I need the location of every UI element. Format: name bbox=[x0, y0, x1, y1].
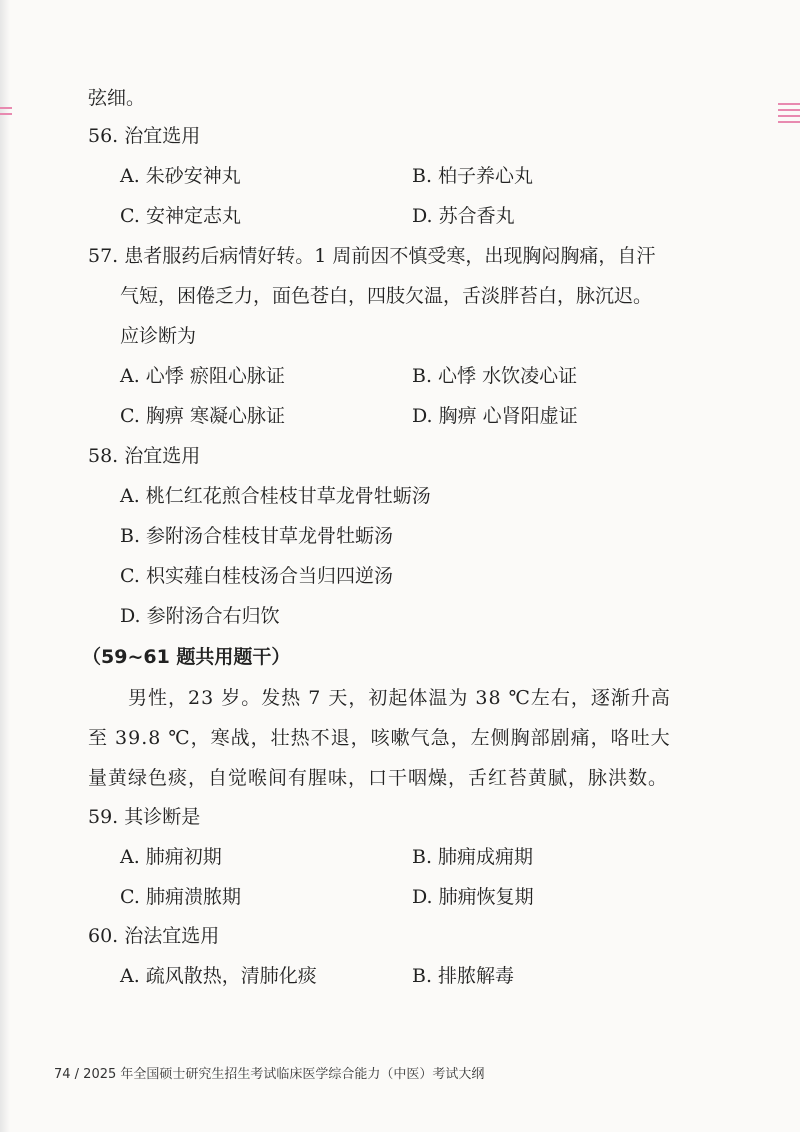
question-57-stem-line-3: 应诊断为 bbox=[120, 325, 197, 347]
scan-edge-shadow bbox=[0, 0, 10, 1132]
question-57-stem-line-1: 57. 患者服药后病情好转。1 周前因不慎受寒，出现胸闷胸痛，自汗 bbox=[88, 245, 656, 267]
left-edge-mark bbox=[0, 107, 12, 109]
question-57-option-a: A. 心悸 瘀阻心脉证 bbox=[120, 365, 285, 387]
question-59-stem: 59. 其诊断是 bbox=[88, 806, 201, 828]
question-57-option-c: C. 胸痹 寒凝心脉证 bbox=[120, 405, 285, 427]
question-57-stem-line-2: 气短，困倦乏力，面色苍白，四肢欠温，舌淡胖苔白，脉沉迟。 bbox=[120, 285, 653, 307]
right-edge-mark bbox=[778, 121, 800, 123]
case-line-3: 量黄绿色痰，自觉喉间有腥味，口干咽燥，舌红苔黄腻，脉洪数。 bbox=[88, 767, 669, 789]
question-59-option-a: A. 肺痈初期 bbox=[120, 846, 222, 868]
question-56-option-b: B. 柏子养心丸 bbox=[412, 165, 534, 187]
right-edge-mark bbox=[778, 103, 800, 105]
question-58-option-c: C. 枳实薤白桂枝汤合当归四逆汤 bbox=[120, 565, 393, 587]
question-58-stem: 58. 治宜选用 bbox=[88, 445, 201, 467]
right-edge-mark bbox=[778, 115, 800, 117]
question-60-option-b: B. 排脓解毒 bbox=[412, 965, 515, 987]
case-line-2: 至 39.8 ℃，寒战，壮热不退，咳嗽气急，左侧胸部剧痛，咯吐大 bbox=[88, 727, 671, 749]
question-58-option-d: D. 参附汤合右归饮 bbox=[120, 605, 280, 627]
section-title: （59~61 题共用题干） bbox=[82, 646, 291, 668]
question-56-option-a: A. 朱砂安神丸 bbox=[120, 165, 241, 187]
question-58-option-a: A. 桃仁红花煎合桂枝甘草龙骨牡蛎汤 bbox=[120, 485, 431, 507]
question-59-option-b: B. 肺痈成痈期 bbox=[412, 846, 534, 868]
question-60-stem: 60. 治法宜选用 bbox=[88, 925, 220, 947]
right-edge-mark bbox=[778, 109, 800, 111]
case-line-1: 男性，23 岁。发热 7 天，初起体温为 38 ℃左右，逐渐升高 bbox=[128, 687, 671, 709]
left-edge-mark bbox=[0, 113, 12, 115]
question-57-option-d: D. 胸痹 心肾阳虚证 bbox=[412, 405, 578, 427]
question-60-option-a: A. 疏风散热，清肺化痰 bbox=[120, 965, 317, 987]
question-59-option-c: C. 肺痈溃脓期 bbox=[120, 886, 241, 908]
question-56-option-c: C. 安神定志丸 bbox=[120, 205, 241, 227]
question-56-stem: 56. 治宜选用 bbox=[88, 125, 201, 147]
page-footer: 74 / 2025 年全国硕士研究生招生考试临床医学综合能力（中医）考试大纲 bbox=[54, 1067, 485, 1082]
question-57-option-b: B. 心悸 水饮凌心证 bbox=[412, 365, 578, 387]
question-59-option-d: D. 肺痈恢复期 bbox=[412, 886, 534, 908]
question-58-option-b: B. 参附汤合桂枝甘草龙骨牡蛎汤 bbox=[120, 525, 394, 547]
question-56-option-d: D. 苏合香丸 bbox=[412, 205, 515, 227]
top-text: 弦细。 bbox=[88, 87, 146, 109]
